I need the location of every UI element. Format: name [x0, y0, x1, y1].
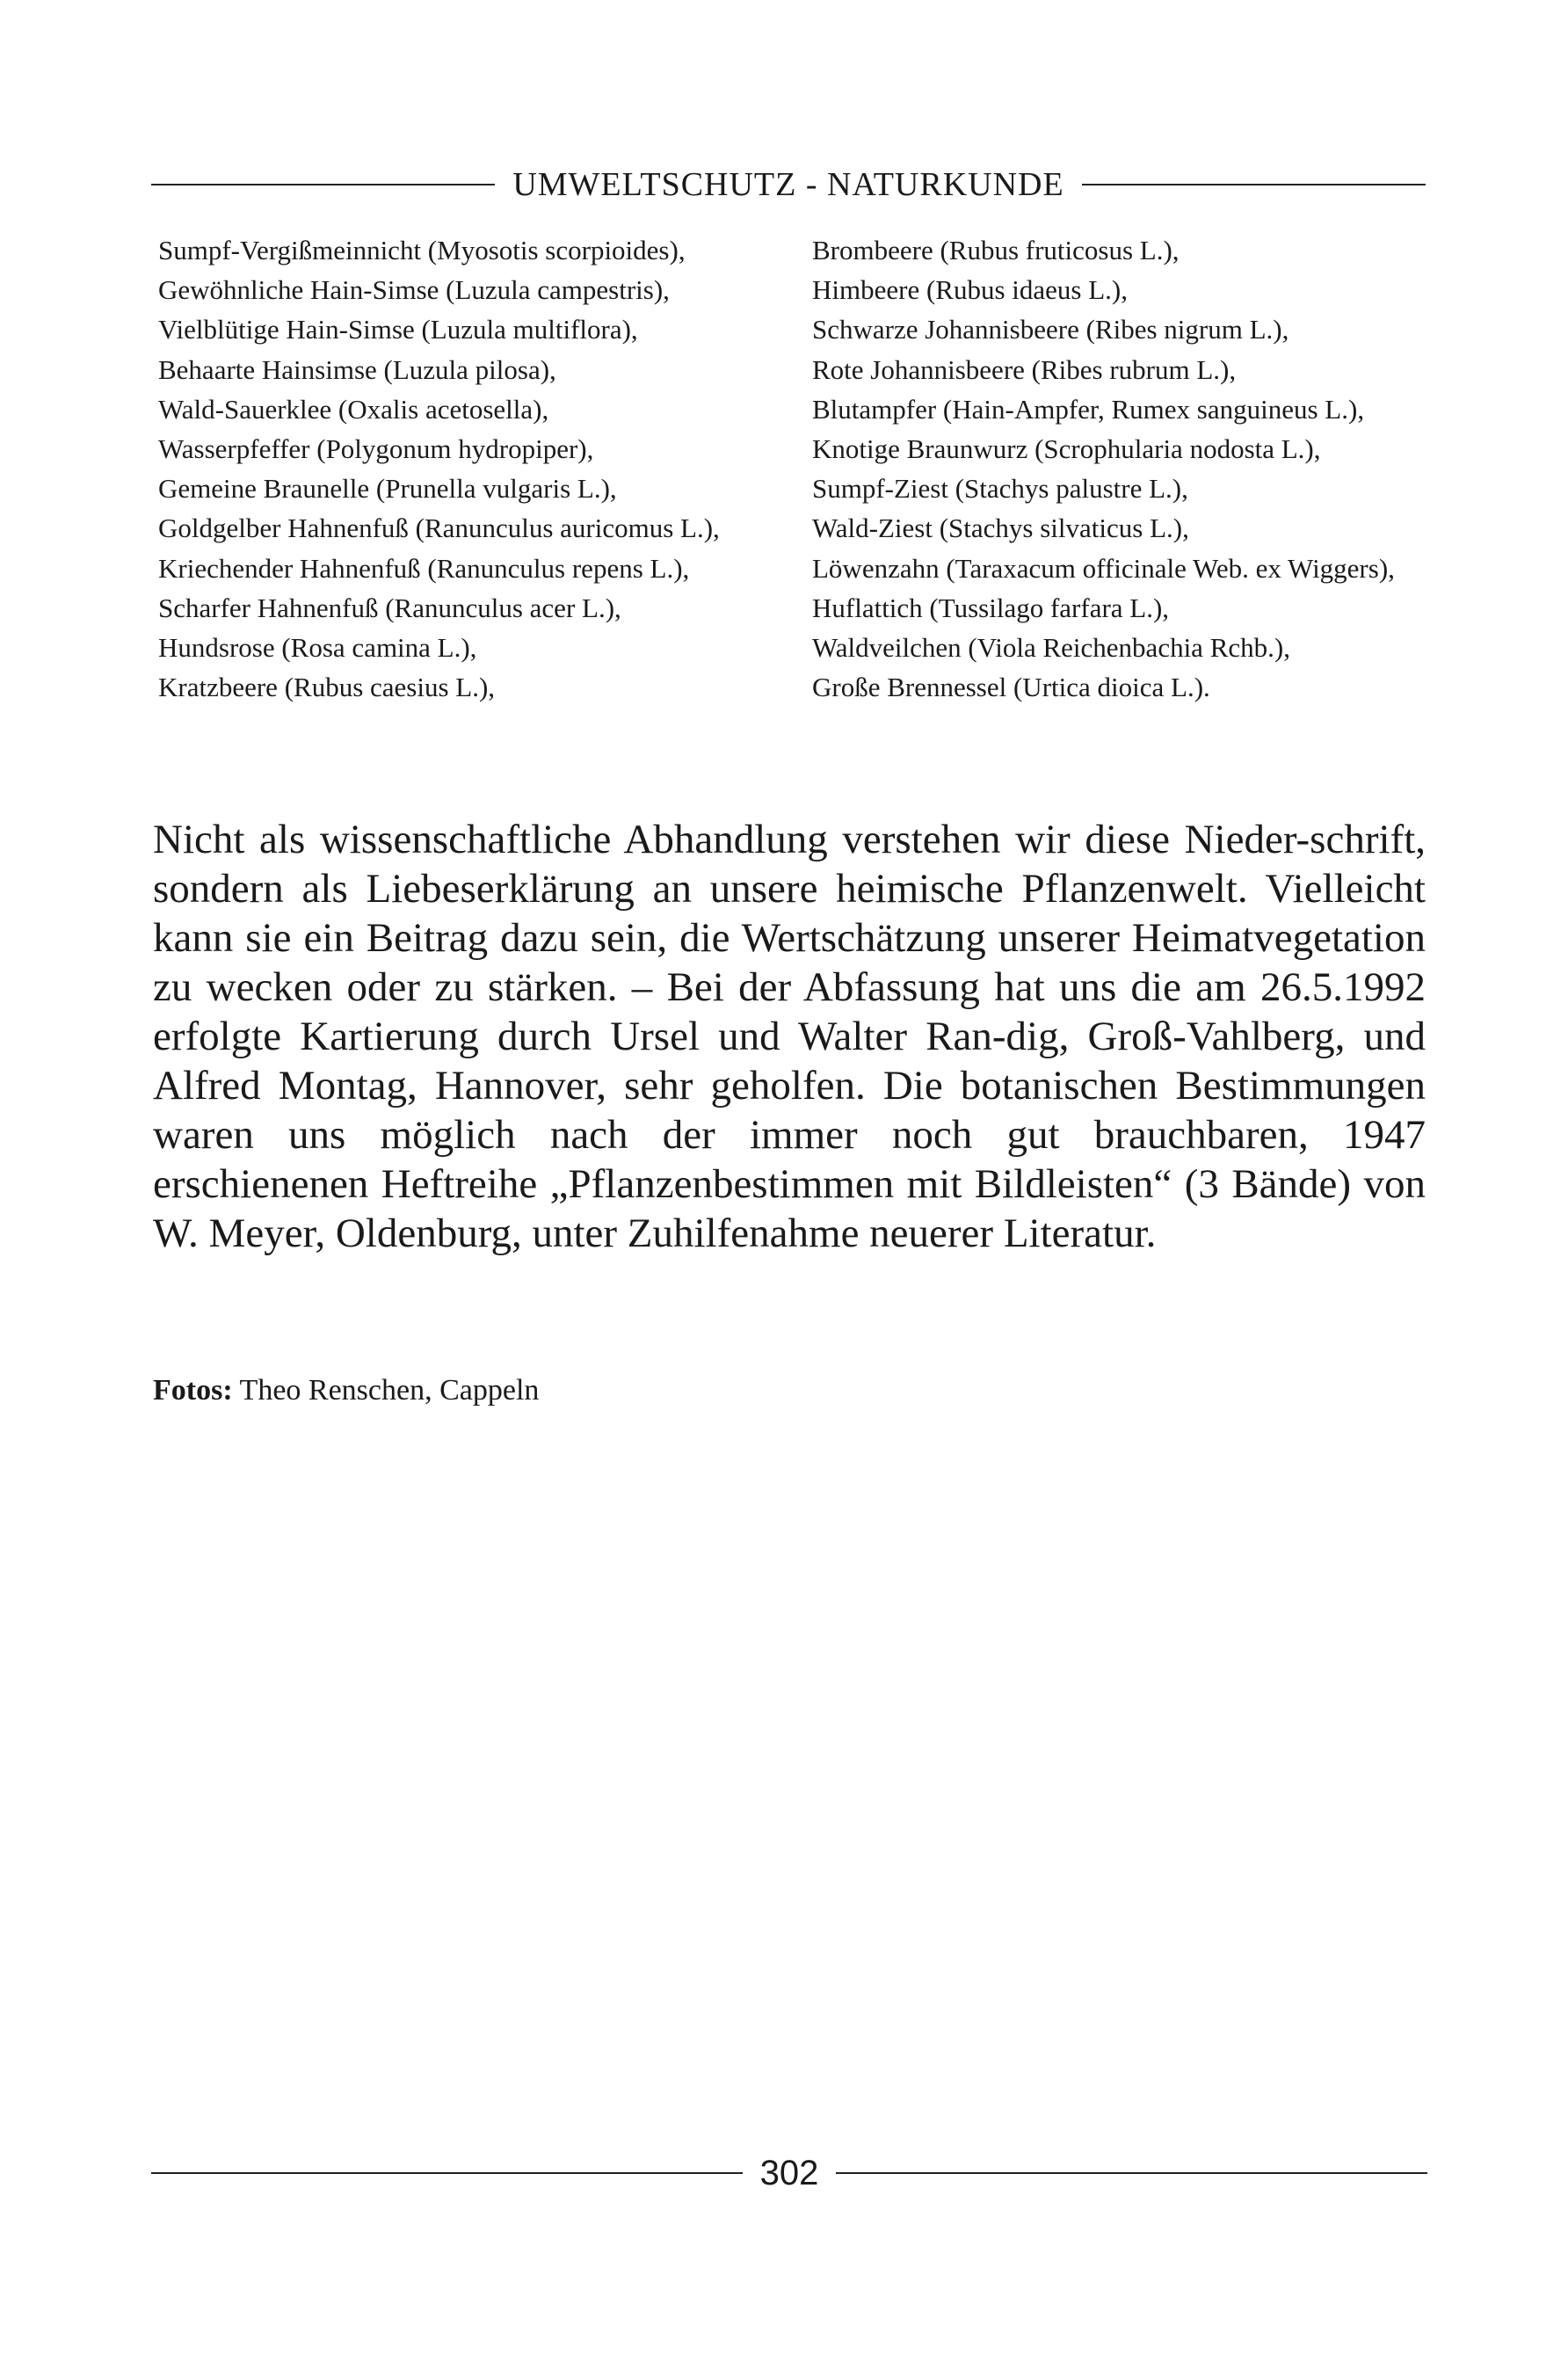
header-rule-right	[1082, 184, 1426, 185]
species-item: Huflattich (Tussilago farfara L.),	[812, 592, 1170, 623]
species-item: Wald-Sauerklee (Oxalis acetosella),	[158, 393, 549, 425]
photo-credit	[153, 1373, 539, 1408]
photo-credit-value: Theo Renschen, Cappeln	[239, 1374, 540, 1407]
species-item: Scharfer Hahnenfuß (Ranunculus acer L.),	[158, 592, 621, 623]
body-paragraph: Nicht als wissenschaftliche Abhandlung verstehen wir diese Nieder-schrift, sondern als Liebeserklärung an unsere heimische Pflanzenwelt. Vielleicht kann sie ein Beitrag dazu sein, die Wertschätzung unserer Heimatvegetation zu wecken oder zu stärken. – Bei der Abfassung hat uns die am 26.5.1992 erfolgte Kartierung durch Ursel und Walter Ran-dig, Groß-Vahlberg, und Alfred Montag, Hannover, sehr geholfen. Die botanischen Bestimmungen waren uns möglich nach der immer noch gut brauchbaren, 1947 erschienenen Heftreihe „Pflanzenbestimmen mit Bildleisten“ (3 Bände) von W. Meyer, Oldenburg, unter Zuhilfenahme neuerer Literatur.	[153, 817, 1426, 1256]
species-item: Schwarze Johannisbeere (Ribes nigrum L.),	[812, 314, 1289, 345]
species-item: Himbeere (Rubus idaeus L.),	[812, 274, 1128, 306]
species-list-left	[158, 230, 791, 707]
species-list-right	[812, 230, 1445, 707]
species-item: Kriechender Hahnenfuß (Ranunculus repens L.),	[158, 552, 690, 584]
footer-rule-right	[836, 2172, 1427, 2174]
page-footer	[151, 2147, 1427, 2199]
species-item: Große Brennessel (Urtica dioica L.).	[812, 672, 1210, 703]
species-item: Brombeere (Rubus fruticosus L.),	[812, 235, 1180, 265]
species-item: Sumpf-Ziest (Stachys palustre L.),	[812, 473, 1188, 505]
species-item: Vielblütige Hain-Simse (Luzula multiflora),	[158, 314, 638, 345]
species-item: Wald-Ziest (Stachys silvaticus L.),	[812, 513, 1189, 544]
species-item: Gewöhnliche Hain-Simse (Luzula campestris),	[158, 274, 670, 306]
species-item: Behaarte Hainsimse (Luzula pilosa),	[158, 353, 556, 385]
species-item: Löwenzahn (Taraxacum officinale Web. ex Wiggers),	[812, 552, 1395, 584]
page-number: 302	[759, 2153, 819, 2192]
species-item: Hundsrose (Rosa camina L.),	[158, 632, 477, 664]
species-item: Sumpf-Vergißmeinnicht (Myosotis scorpioides),	[158, 235, 686, 265]
species-item: Goldgelber Hahnenfuß (Ranunculus auricomus L.),	[158, 513, 720, 544]
running-header	[151, 160, 1426, 209]
footer-rule-left	[151, 2172, 743, 2174]
species-item: Waldveilchen (Viola Reichenbachia Rchb.),	[812, 632, 1290, 664]
species-item: Kratzbeere (Rubus caesius L.),	[158, 672, 496, 703]
photo-credit-label: Fotos:	[153, 1374, 233, 1407]
species-item: Wasserpfeffer (Polygonum hydropiper),	[158, 433, 594, 465]
header-title: UMWELTSCHUTZ - NATURKUNDE	[512, 166, 1064, 203]
species-item: Gemeine Braunelle (Prunella vulgaris L.),	[158, 473, 617, 505]
header-rule-left	[151, 184, 495, 185]
species-item: Knotige Braunwurz (Scrophularia nodosta L.),	[812, 433, 1321, 465]
species-item: Blutampfer (Hain-Ampfer, Rumex sanguineus L.),	[812, 393, 1365, 425]
species-item: Rote Johannisbeere (Ribes rubrum L.),	[812, 353, 1237, 385]
